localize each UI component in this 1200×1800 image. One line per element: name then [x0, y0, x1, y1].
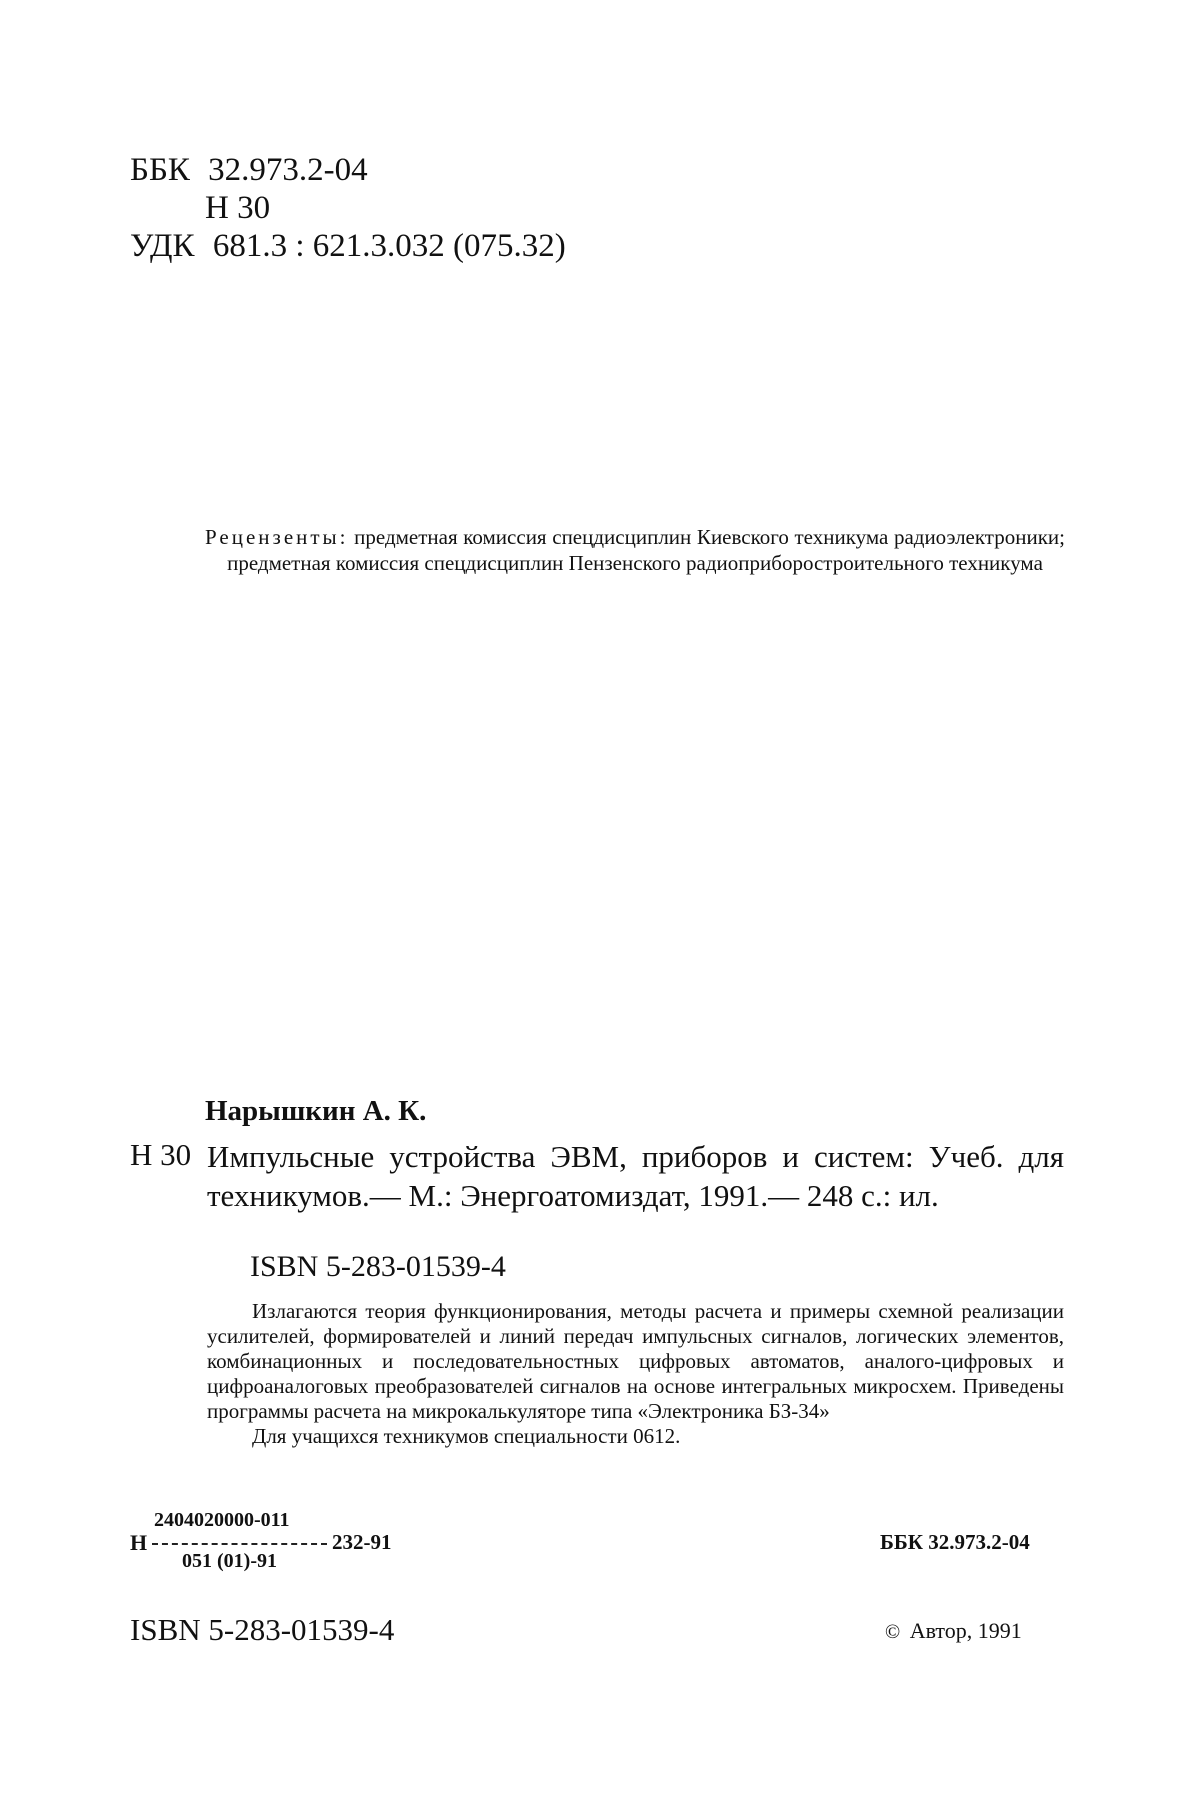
bbk-line	[130, 152, 368, 188]
reviewers-paragraph	[205, 524, 1065, 576]
bbk-code: 32.973.2-04	[208, 152, 368, 188]
bbk-bottom: ББК 32.973.2-04	[880, 1530, 1030, 1554]
entry-isbn: ISBN 5-283-01539-4	[250, 1250, 506, 1283]
author-mark: Н 30	[205, 190, 271, 226]
udk-label: УДК	[130, 228, 195, 264]
imprint-denominator: 051 (01)-91	[182, 1550, 277, 1572]
imprint-numerator: 2404020000-011	[154, 1509, 290, 1531]
entry-title: Импульсные устройства ЭВМ, приборов и систем: Учеб. для техникумов.— М.: Энергоатомиздат, 1991.— 248 с.: ил.	[207, 1139, 1064, 1213]
reviewers-text: предметная комиссия спецдисциплин Киевского техникума радиоэлектроники; предметная комиссия спецдисциплин Пензенского радиоприборостроительного техникума	[227, 525, 1065, 575]
audience-paragraph: Для учащихся техникумов специальности 0612.	[252, 1424, 681, 1448]
reviewers-lead: Рецензенты:	[205, 525, 349, 549]
annotation	[207, 1299, 1064, 1449]
imprint-prefix: Н	[130, 1530, 148, 1555]
entry-code: Н 30	[130, 1137, 192, 1172]
fraction-line	[152, 1543, 327, 1545]
author-name: Нарышкин А. К.	[205, 1095, 427, 1127]
bbk-label: ББК	[130, 152, 190, 188]
annotation-paragraph: Излагаются теория функционирования, методы расчета и примеры схемной реализации усилителей, формирователей и линий передач импульсных сигналов, логических элементов, комбинационных и последовательностных цифровых автоматов, аналого-цифровых и цифроаналоговых преобразователей сигналов на основе интегральных микросхем. Приведены программы расчета на микрокалькуляторе типа «Электроника БЗ-34»	[207, 1299, 1064, 1423]
copyright-text: Автор, 1991	[909, 1618, 1022, 1643]
copyright-line	[885, 1618, 1022, 1644]
udk-code: 681.3 : 621.3.032 (075.32)	[212, 228, 566, 264]
isbn-bottom: ISBN 5-283-01539-4	[130, 1612, 395, 1647]
copyright-icon: ©	[885, 1621, 901, 1643]
imprint-number: 232-91	[332, 1530, 392, 1554]
udk-line	[130, 228, 566, 264]
